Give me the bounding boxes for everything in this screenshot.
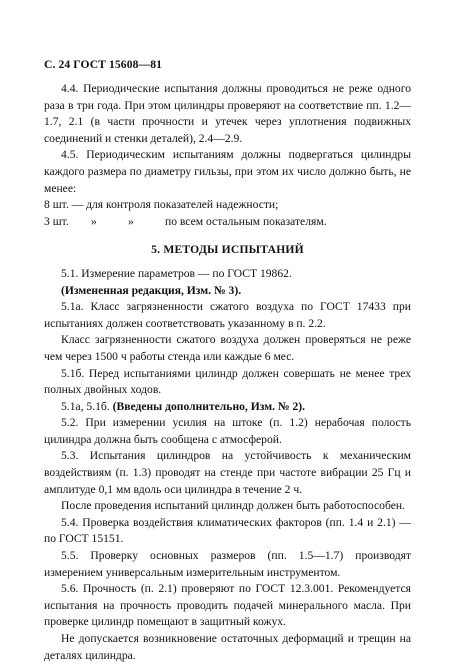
quantity-row-2-rest: по всем остальным показателям. [165,214,327,228]
quantity-row-2-mark-1: » [91,214,97,228]
note-2-bold: (Введены дополнительно, Изм. № 2). [112,399,306,413]
paragraph-final: Не допускается возникновение остаточных деформаций и трещин на деталях цилиндра. [44,632,411,662]
paragraph-4-4: 4.4. Периодические испытания должны проводиться не реже одного раза в три года. При этом цилиндры проверяют на соответствие пп. 1.2—1.7, 2.1 (в части прочности и утечек через уплотнения подвижных соединений и стенки деталей), 2.4—2.9. [44,82,411,145]
document-body [44,81,411,664]
paragraph-5-3-2: После проведения испытаний цилиндр должен быть работоспособен. [61,499,405,513]
paragraph-5-6: 5.6. Прочность (п. 2.1) проверяют по ГОСТ 12.3.001. Рекомендуется испытания на прочность проводить подачей минерального масла. При проверке цилиндр помещают в защитный кожух. [44,582,411,629]
paragraph-5-1-note: (Измененная редакция, Изм. № 3). [61,283,242,297]
quantity-row-1: 8 шт. — для контроля показателей надежности; [44,198,279,212]
paragraph-5-5: 5.5. Проверку основных размеров (пп. 1.5—1.7) производят измерением универсальным измерительным инструментом. [44,549,411,579]
paragraph-5-4: 5.4. Проверка воздействия климатических факторов (пп. 1.4 и 2.1) — по ГОСТ 15151. [44,515,411,546]
quantity-row-2-mark-2: » [128,214,134,228]
paragraph-5-1a: 5.1а. Класс загрязненности сжатого воздуха по ГОСТ 17433 при испытаниях должен соответствовать указанному в п. 2.2. [44,300,411,330]
section-title: 5. МЕТОДЫ ИСПЫТАНИЙ [151,243,304,257]
paragraph-5-3: 5.3. Испытания цилиндров на устойчивость к механическим воздействиям (п. 1.3) проводят на стенде при частоте вибрации 25 Гц и амплитуде 0,1 мм вдоль оси цилиндра в течение 2 ч. [44,449,411,496]
paragraph-4-5: 4.5. Периодическим испытаниям должны подвергаться цилиндры каждого размера по диаметру гильзы, при этом их число должно быть, не менее: [44,148,411,195]
paragraph-5-2: 5.2. При измерении усилия на штоке (п. 1.2) нерабочая полость цилиндра должна быть сообщена с атмосферой. [44,416,411,446]
paragraph-note-2 [44,399,411,416]
paragraph-5-1: 5.1. Измерение параметров — по ГОСТ 19862. [61,266,292,280]
quantity-row-2 [44,214,411,231]
note-2-prefix: 5.1а, 5.1б. [61,399,113,413]
page-header: С. 24 ГОСТ 15608—81 [44,58,162,71]
paragraph-5-1a-2: Класс загрязненности сжатого воздуха должен проверяться не реже чем через 1500 ч работы стенда или каждые 6 мес. [44,333,411,363]
paragraph-5-1b: 5.1б. Перед испытаниями цилиндр должен совершать не менее трех полных двойных ходов. [44,366,411,397]
quantity-row-2-qty: 3 шт. [44,214,69,228]
